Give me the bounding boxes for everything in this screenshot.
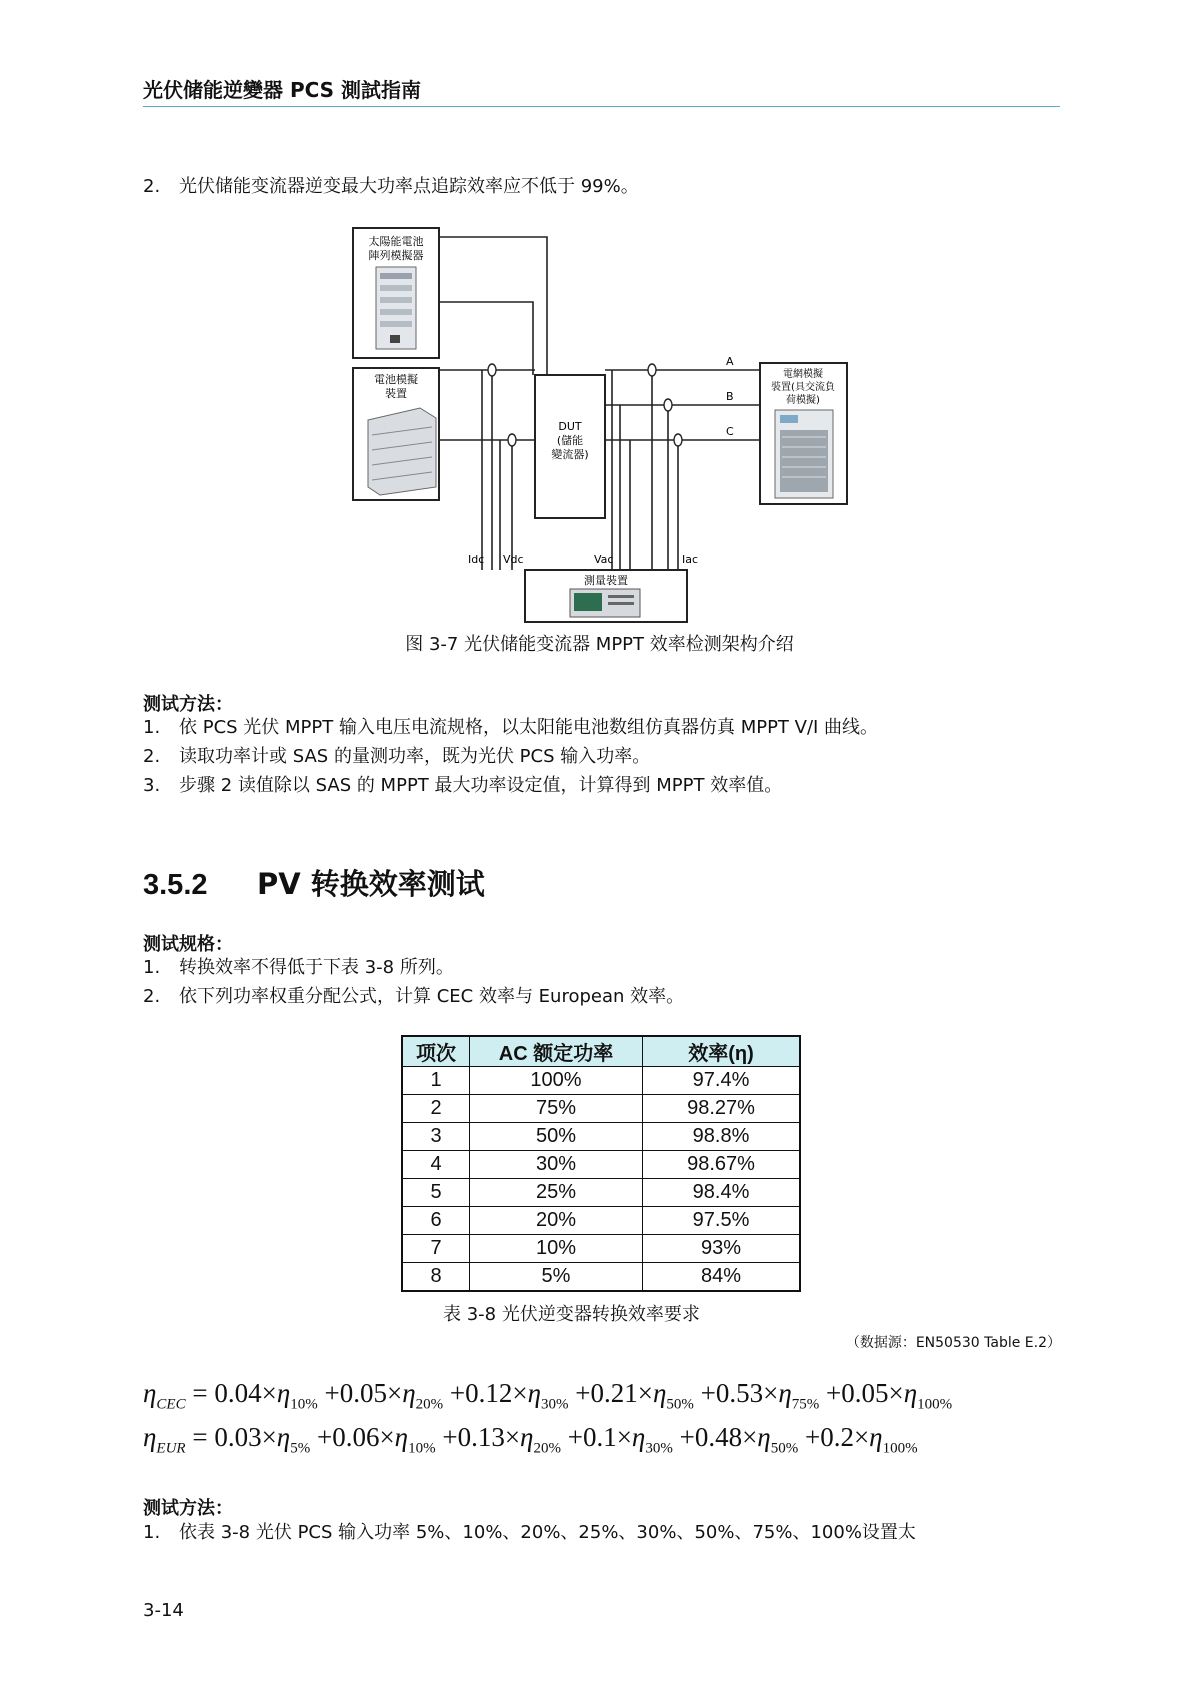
figure-caption: 图 3-7 光伏储能变流器 MPPT 效率检测架构介绍	[405, 634, 794, 655]
grid-sim-label-3: 荷模擬)	[786, 395, 820, 406]
table-cell: 2	[402, 1095, 470, 1123]
formula-coef: 0.48	[694, 1422, 743, 1452]
spec-item-num: 2.	[143, 986, 161, 1007]
table-cell: 5	[402, 1179, 470, 1207]
intro-line	[143, 176, 639, 198]
formula-coef: 0.05	[841, 1378, 889, 1408]
table-cell: 30%	[470, 1151, 643, 1179]
phase-c-label: C	[726, 425, 734, 438]
formula-coef: 0.53	[715, 1378, 764, 1408]
table-cell: 93%	[643, 1235, 801, 1263]
formula-eur: $\eta_{EUR} = 0.03\times\eta_{5\%} +0.06\times\eta_{10\%} +0.13\times\eta_{20\%} +0.1\times\eta_{30\%} +0.48\times\eta_{50\%} +0.2\times\eta_{100\%}$	[143, 1422, 918, 1457]
table-row	[402, 1123, 800, 1151]
table-cell: 25%	[470, 1179, 643, 1207]
spec-item-text: 转换效率不得低于下表 3-8 所列。	[179, 957, 454, 978]
formula-coef: 0.03	[214, 1422, 262, 1452]
table-cell: 1	[402, 1067, 470, 1095]
table-row	[402, 1151, 800, 1179]
method2-item-num: 1.	[143, 1522, 161, 1543]
formula-sub: 100%	[882, 1440, 918, 1457]
table-cell: 50%	[470, 1123, 643, 1151]
method1-item-num: 3.	[143, 775, 161, 796]
grid-sim-label-1: 電網模擬	[783, 369, 823, 380]
formula-sub: 100%	[917, 1396, 953, 1413]
method1-item-text: 步骤 2 读值除以 SAS 的 MPPT 最大功率设定值，计算得到 MPPT 效率值。	[179, 775, 783, 796]
table-cell: 75%	[470, 1095, 643, 1123]
intro-num: 2.	[143, 176, 161, 197]
formula-sub: 50%	[666, 1396, 694, 1413]
solar-sim-label-1: 太陽能電池	[368, 235, 424, 248]
formula-coef: 0.05	[339, 1378, 387, 1408]
table-cell: 98.4%	[643, 1179, 801, 1207]
formula-sub: 30%	[540, 1396, 569, 1413]
vdc-label: Vdc	[503, 553, 524, 566]
table-row	[402, 1179, 800, 1207]
table-cell: 3	[402, 1123, 470, 1151]
grid-simulator	[760, 363, 847, 504]
header-title: 光伏储能逆變器 PCS 測試指南	[143, 78, 422, 102]
header-rule	[143, 106, 1060, 107]
battery-sim-label-2: 裝置	[385, 387, 407, 400]
formula-sub: 30%	[645, 1440, 673, 1457]
formula-coef: 0.1	[582, 1422, 617, 1452]
intro-text: 光伏储能变流器逆变最大功率点追踪效率应不低于 99%。	[179, 176, 639, 197]
table-cell: 97.5%	[643, 1207, 801, 1235]
formula-coef: 0.2	[820, 1422, 854, 1452]
table-cell: 4	[402, 1151, 470, 1179]
meter-label: 測量裝置	[584, 574, 628, 587]
section-heading	[143, 862, 485, 903]
method1-item-num: 2.	[143, 746, 161, 767]
solar-sim-label-2: 陣列模擬器	[368, 249, 424, 262]
page-number: 3-14	[143, 1600, 184, 1621]
spec-item	[143, 986, 684, 1008]
formula-sub: 10%	[290, 1396, 318, 1413]
table-row	[402, 1263, 800, 1292]
table-header: 项次	[402, 1036, 470, 1067]
table-caption: 表 3-8 光伏逆变器转换效率要求	[443, 1304, 700, 1325]
table-header: AC 额定功率	[470, 1036, 643, 1067]
formula-eur-lhs: EUR	[156, 1440, 186, 1457]
spec-heading: 测试规格：	[143, 934, 233, 955]
formula-coef: 0.21	[590, 1378, 638, 1408]
spec-item	[143, 957, 454, 979]
method1-item-text: 读取功率计或 SAS 的量测功率，既为光伏 PCS 输入功率。	[179, 746, 651, 767]
formula-coef: 0.06	[332, 1422, 380, 1452]
table-source: （数据源：EN50530 Table E.2）	[845, 1335, 1061, 1351]
efficiency-table	[401, 1035, 801, 1292]
table-header-row	[402, 1036, 800, 1067]
formula-sub: 20%	[533, 1440, 561, 1457]
formula-sub: 10%	[408, 1440, 436, 1457]
table-row	[402, 1095, 800, 1123]
dut-label-2: (儲能	[556, 434, 584, 447]
formula-sub: 20%	[415, 1396, 444, 1413]
table-cell: 98.8%	[643, 1123, 801, 1151]
vac-label: Vac	[594, 553, 614, 566]
formula-coef: 0.04	[214, 1378, 262, 1408]
method1-item	[143, 746, 650, 768]
method1-item-num: 1.	[143, 717, 161, 738]
table-row	[402, 1067, 800, 1095]
table-cell: 10%	[470, 1235, 643, 1263]
method2-heading: 测试方法：	[143, 1498, 233, 1519]
mppt-test-diagram	[350, 225, 860, 625]
dut-box	[535, 375, 605, 518]
grid-sim-label-2: 裝置(具交流負	[771, 382, 835, 393]
spec-item-text: 依下列功率权重分配公式，计算 CEC 效率与 European 效率。	[179, 986, 685, 1007]
method1-item	[143, 775, 782, 797]
phase-b-label: B	[726, 390, 734, 403]
table-header: 效率(η)	[643, 1036, 801, 1067]
formula-coef: 0.12	[465, 1378, 513, 1408]
section-number: 3.5.2	[143, 869, 208, 901]
table-row	[402, 1235, 800, 1263]
method1-heading: 测试方法：	[143, 694, 233, 715]
table-cell: 20%	[470, 1207, 643, 1235]
table-cell: 98.67%	[643, 1151, 801, 1179]
method2-item-text: 依表 3-8 光伏 PCS 输入功率 5%、10%、20%、25%、30%、50%、75%、100%设置太	[179, 1522, 916, 1543]
formula-cec-lhs: CEC	[156, 1396, 186, 1413]
formula-coef: 0.13	[457, 1422, 505, 1452]
idc-label: Idc	[468, 553, 485, 566]
method1-item-text: 依 PCS 光伏 MPPT 输入电压电流规格，以太阳能电池数组仿真器仿真 MPPT V/I 曲线。	[179, 717, 879, 738]
battery-sim-label-1: 電池模擬	[374, 373, 418, 386]
table-cell: 8	[402, 1263, 470, 1292]
table-row	[402, 1207, 800, 1235]
phase-a-label: A	[726, 355, 734, 368]
iac-label: Iac	[682, 553, 699, 566]
formula-sub: 5%	[290, 1440, 311, 1457]
method2-item	[143, 1522, 916, 1544]
battery-simulator	[353, 368, 439, 500]
measurement-device	[525, 570, 687, 622]
dut-label-3: 變流器)	[551, 448, 589, 461]
formula-cec: $\eta_{CEC} = 0.04\times\eta_{10\%} +0.05\times\eta_{20\%} +0.12\times\eta_{30\%} +0.21\times\eta_{50\%} +0.53\times\eta_{75\%} +0.05\times\eta_{100\%}$	[143, 1378, 953, 1413]
section-title: PV 转换效率测试	[257, 867, 485, 901]
table-cell: 97.4%	[643, 1067, 801, 1095]
table-cell: 5%	[470, 1263, 643, 1292]
formula-sub: 50%	[770, 1440, 799, 1457]
formula-sub: 75%	[791, 1396, 820, 1413]
table-cell: 100%	[470, 1067, 643, 1095]
table-cell: 84%	[643, 1263, 801, 1292]
table-cell: 98.27%	[643, 1095, 801, 1123]
dut-label-1: DUT	[558, 420, 582, 433]
method1-item	[143, 717, 878, 739]
solar-array-simulator	[353, 228, 439, 358]
spec-item-num: 1.	[143, 957, 161, 978]
table-cell: 6	[402, 1207, 470, 1235]
table-cell: 7	[402, 1235, 470, 1263]
